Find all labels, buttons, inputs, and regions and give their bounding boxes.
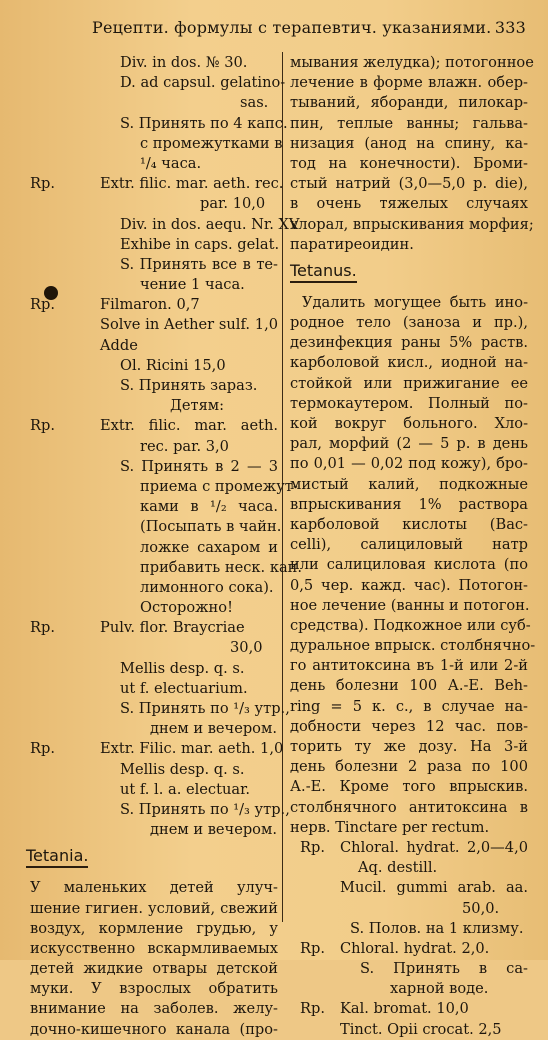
- line-text: Удалить могущее быть ино-: [302, 293, 528, 311]
- line-text: ring = 5 к. с., в случае на-: [290, 697, 528, 715]
- line-text: стый натрий (3,0—5,0 p. die),: [290, 175, 528, 193]
- text-line: [290, 717, 530, 737]
- text-line: [20, 1020, 280, 1040]
- text-line: [20, 235, 280, 255]
- line-text: S. Принять по ¹/₃ утр.,: [120, 800, 290, 818]
- line-text: тод на конечности). Броми-: [290, 154, 528, 172]
- line-text: S. Принять в са-: [360, 960, 528, 978]
- line-text: ¹/₄ часа.: [140, 154, 202, 172]
- text-line: [290, 979, 530, 999]
- line-text: Aq. destill.: [358, 859, 438, 877]
- right-column: [290, 53, 536, 1040]
- line-text: Kal. bromat. 10,0: [340, 1000, 469, 1018]
- line-text: торить ту же дозу. На 3-й: [290, 738, 528, 755]
- text-line: [20, 255, 280, 275]
- text-line: [290, 535, 530, 555]
- text-line: [290, 333, 530, 353]
- text-line: [290, 697, 530, 717]
- line-text: А.-Е. Кроме того впрыскив.: [290, 778, 528, 796]
- line-text: Детям:: [170, 397, 225, 415]
- text-line: [20, 558, 303, 578]
- line-text: столбнячного антитоксина в: [290, 798, 528, 816]
- text-line: [290, 555, 530, 575]
- line-text: Mucil. gummi arab. aa.: [340, 879, 528, 897]
- recipe-label: Rp.: [30, 619, 55, 637]
- text-line: [20, 497, 280, 517]
- line-text: го антитоксина въ 1-й или 2-й: [290, 657, 528, 675]
- text-line: [20, 959, 280, 979]
- line-text: детей жидкие отвары детской: [30, 960, 278, 978]
- line-text: par. 10,0: [200, 195, 266, 213]
- text-line: [290, 194, 530, 214]
- text-line: [290, 394, 530, 414]
- text-line: [290, 737, 530, 757]
- recipe-label: Rp.: [300, 939, 325, 957]
- text-line: [20, 919, 280, 939]
- text-line: [20, 416, 280, 436]
- line-text: Filmaron. 0,7: [100, 296, 200, 314]
- text-line: [290, 596, 530, 616]
- section-heading-tetanus: [290, 261, 530, 287]
- text-line: [20, 93, 280, 113]
- line-text: паратиреоидин.: [290, 235, 414, 253]
- text-line: [290, 636, 536, 656]
- line-text: внимание на заболев. желу-: [30, 1000, 278, 1018]
- text-line: [20, 979, 280, 999]
- text-line: [290, 798, 530, 818]
- recipe-label: Rp.: [30, 296, 55, 314]
- text-line: [290, 414, 530, 434]
- section-heading-tetania: [20, 846, 280, 872]
- line-text: харной воде.: [390, 980, 489, 998]
- line-text: мывания желудка); потогонное: [290, 54, 534, 71]
- text-line: [290, 293, 530, 313]
- text-line: [20, 739, 284, 759]
- recipe-label: Rp.: [30, 417, 55, 435]
- page-number: 333: [494, 18, 526, 37]
- text-line: [20, 73, 286, 93]
- line-text: лечение в форме влажн. обер-: [290, 74, 528, 92]
- line-text: шение гигиен. условий, свежий: [30, 899, 278, 917]
- text-line: [20, 638, 280, 658]
- text-line: [290, 215, 534, 235]
- text-line: [290, 53, 534, 73]
- line-text: карболовой кислоты (Вас-: [290, 515, 528, 533]
- text-line: [290, 235, 530, 255]
- text-line: [20, 215, 300, 235]
- line-text: дочно-кишечного канала (про-: [30, 1020, 278, 1038]
- text-line: [20, 114, 288, 134]
- text-line: [290, 878, 530, 898]
- text-line: [290, 73, 530, 93]
- line-text: нерв. Tinctare per rectum.: [290, 818, 490, 836]
- text-line: [290, 777, 530, 797]
- text-line: [20, 477, 298, 497]
- line-text: sas.: [240, 94, 269, 112]
- left-column: [20, 53, 303, 1040]
- line-text: хлорал, впрыскивания морфия;: [290, 215, 534, 233]
- line-text: Chloral. hydrat. 2,0—4,0: [340, 838, 528, 856]
- line-text: Tinct. Opii crocat. 2,5: [340, 1020, 502, 1038]
- line-text: 30,0: [230, 639, 263, 657]
- line-text: искусственно вскармливаемых: [30, 939, 278, 957]
- text-line: [20, 538, 280, 558]
- line-text: пин, теплые ванны; гальва-: [290, 114, 528, 132]
- text-line: [290, 114, 530, 134]
- text-line: [20, 760, 280, 780]
- line-text: Mellis desp. q. s.: [120, 659, 245, 677]
- section-heading-text: Tetania.: [26, 846, 88, 868]
- line-text: добности через 12 час. пов-: [290, 717, 528, 735]
- text-line: [290, 134, 530, 154]
- text-line: [20, 578, 280, 598]
- text-line: [20, 295, 280, 315]
- line-text: S. Принять все в те-: [120, 255, 278, 273]
- text-line: [290, 757, 530, 777]
- line-text: Extr. filic. mar. aeth. rec.: [100, 175, 284, 193]
- line-text: Solve in Aether sulf. 1,0: [100, 316, 278, 334]
- line-text: воздух, кормление грудью, у: [30, 919, 278, 937]
- text-line: [20, 53, 280, 73]
- line-text: родное тело (заноза и пр.),: [290, 314, 528, 332]
- text-line: [290, 959, 530, 979]
- text-line: [20, 618, 280, 638]
- text-line: [20, 356, 280, 376]
- line-text: S. Полов. на 1 клизму.: [350, 919, 524, 937]
- line-text: термокаутером. Полный по-: [290, 394, 528, 412]
- text-line: [290, 313, 530, 333]
- line-text: D. ad capsul. gelatino-: [120, 74, 286, 92]
- line-text: мистый калий, подкожные: [290, 475, 528, 493]
- line-text: приема с промежут-: [140, 477, 298, 495]
- line-text: дезинфекция раны 5% раств.: [290, 334, 528, 352]
- line-text: карболовой кисл., иодной на-: [290, 354, 528, 372]
- text-line: [290, 616, 530, 636]
- text-line: [290, 93, 530, 113]
- text-line: [20, 457, 280, 477]
- recipe-label: Rp.: [300, 1000, 325, 1018]
- line-text: ное лечение (ванны и потогон.: [290, 596, 530, 614]
- text-line: [290, 899, 530, 919]
- text-line: [20, 999, 280, 1019]
- line-text: Ol. Ricini 15,0: [120, 356, 226, 374]
- text-line: [290, 434, 530, 454]
- line-text: S. Принять по ¹/₃ утр.,: [120, 700, 290, 717]
- line-text: или салициловая кислота (по: [290, 556, 528, 574]
- text-line: [290, 454, 530, 474]
- line-text: низация (анод на спину, ка-: [290, 134, 528, 152]
- text-line: [20, 517, 280, 537]
- text-line: [20, 659, 280, 679]
- line-text: ut f. electuarium.: [120, 679, 248, 697]
- line-text: Adde: [100, 336, 138, 354]
- line-text: 50,0.: [462, 899, 500, 917]
- line-text: тываний, яборанди, пилокар-: [290, 94, 528, 112]
- text-line: [290, 154, 530, 174]
- line-text: Chloral. hydrat. 2,0.: [340, 939, 490, 957]
- text-line: [290, 495, 530, 515]
- line-text: Div. in dos. aequ. Nr. XV: [120, 215, 300, 233]
- line-text: ut f. l. a. electuar.: [120, 780, 251, 798]
- text-line: [290, 576, 530, 596]
- text-line: [20, 154, 280, 174]
- text-line: [20, 275, 280, 295]
- text-line: [290, 919, 530, 939]
- text-line: [290, 818, 530, 838]
- line-text: день болезни 100 А.-Е. Beh-: [290, 677, 528, 695]
- line-text: день болезни 2 раза по 100: [290, 758, 528, 776]
- text-line: [20, 820, 280, 840]
- line-text: S. Принять в 2 — 3: [120, 457, 278, 475]
- text-line: [20, 939, 280, 959]
- text-line: [20, 315, 280, 335]
- text-line: [290, 999, 530, 1019]
- text-line: [290, 939, 530, 959]
- text-line: [20, 719, 280, 739]
- text-line: [20, 134, 283, 154]
- line-text: кой вокруг больного. Хло-: [290, 415, 528, 432]
- recipe-label: Rp.: [300, 838, 325, 856]
- text-line: [290, 1020, 530, 1040]
- text-line: [20, 780, 280, 800]
- line-text: дуральное впрыск. столбнячно-: [290, 637, 536, 655]
- line-text: celli), салициловый натр: [290, 536, 528, 554]
- line-text: Mellis desp. q. s.: [120, 760, 245, 778]
- line-text: днем и вечером.: [150, 720, 277, 738]
- line-text: впрыскивания 1% раствора: [290, 495, 528, 513]
- line-text: 0,5 чер. кажд. час). Потогон-: [290, 576, 528, 594]
- line-text: днем и вечером.: [150, 821, 277, 839]
- text-line: [20, 598, 280, 618]
- running-title: Рецепти. формулы с терапевтич. указаниями.: [92, 18, 492, 37]
- line-text: прибавить неск. кап.: [140, 558, 303, 576]
- text-line: [20, 878, 280, 898]
- text-line: [20, 437, 280, 457]
- line-text: Div. in dos. № 30.: [120, 54, 248, 71]
- line-text: Extr. filic. mar. aeth.: [100, 417, 278, 435]
- line-text: Exhibe in caps. gelat.: [120, 235, 280, 253]
- text-line: [20, 194, 280, 214]
- line-text: ками в ¹/₂ часа.: [140, 498, 278, 516]
- text-line: [290, 374, 530, 394]
- line-text: стойкой или прижигание ее: [290, 374, 528, 392]
- text-line: [290, 475, 530, 495]
- line-text: S. Принять зараз.: [120, 377, 258, 394]
- line-text: по 0,01 — 0,02 под кожу), бро-: [290, 455, 528, 473]
- text-line: [20, 679, 280, 699]
- text-line: [290, 174, 530, 194]
- text-line: [290, 858, 530, 878]
- line-text: чение 1 часа.: [140, 276, 245, 294]
- text-line: [290, 838, 530, 858]
- text-line: [20, 174, 284, 194]
- line-text: S. Принять по 4 капс.: [120, 114, 288, 132]
- line-text: У маленьких детей улуч-: [30, 879, 278, 897]
- line-text: rec. par. 3,0: [140, 437, 229, 455]
- text-line: [290, 515, 530, 535]
- line-text: ложке сахаром и: [140, 538, 278, 556]
- text-line: [20, 336, 280, 356]
- line-text: (Посыпать в чайн.: [140, 518, 282, 536]
- text-line: [20, 396, 280, 416]
- line-text: средства). Подкожное или суб-: [290, 616, 531, 634]
- line-text: Extr. Filic. mar. aeth. 1,0: [100, 740, 284, 758]
- recipe-label: Rp.: [30, 175, 55, 193]
- line-text: муки. У взрослых обратить: [30, 980, 278, 998]
- text-line: [20, 800, 290, 820]
- text-line: [290, 656, 530, 676]
- text-line: [20, 376, 280, 396]
- recipe-label: Rp.: [30, 740, 55, 758]
- text-line: [20, 699, 290, 719]
- line-text: с промежутками в: [140, 134, 283, 152]
- text-line: [290, 676, 530, 696]
- running-header: [92, 14, 532, 42]
- line-text: рал, морфий (2 — 5 р. в день: [290, 435, 528, 453]
- line-text: Осторожно!: [140, 599, 233, 617]
- text-line: [20, 899, 280, 919]
- line-text: лимонного сока).: [140, 578, 274, 596]
- line-text: Pulv. flor. Braycriae: [100, 619, 245, 637]
- text-line: [290, 353, 530, 373]
- line-text: в очень тяжелых случаях: [290, 195, 528, 213]
- section-heading-text: Tetanus.: [290, 261, 357, 283]
